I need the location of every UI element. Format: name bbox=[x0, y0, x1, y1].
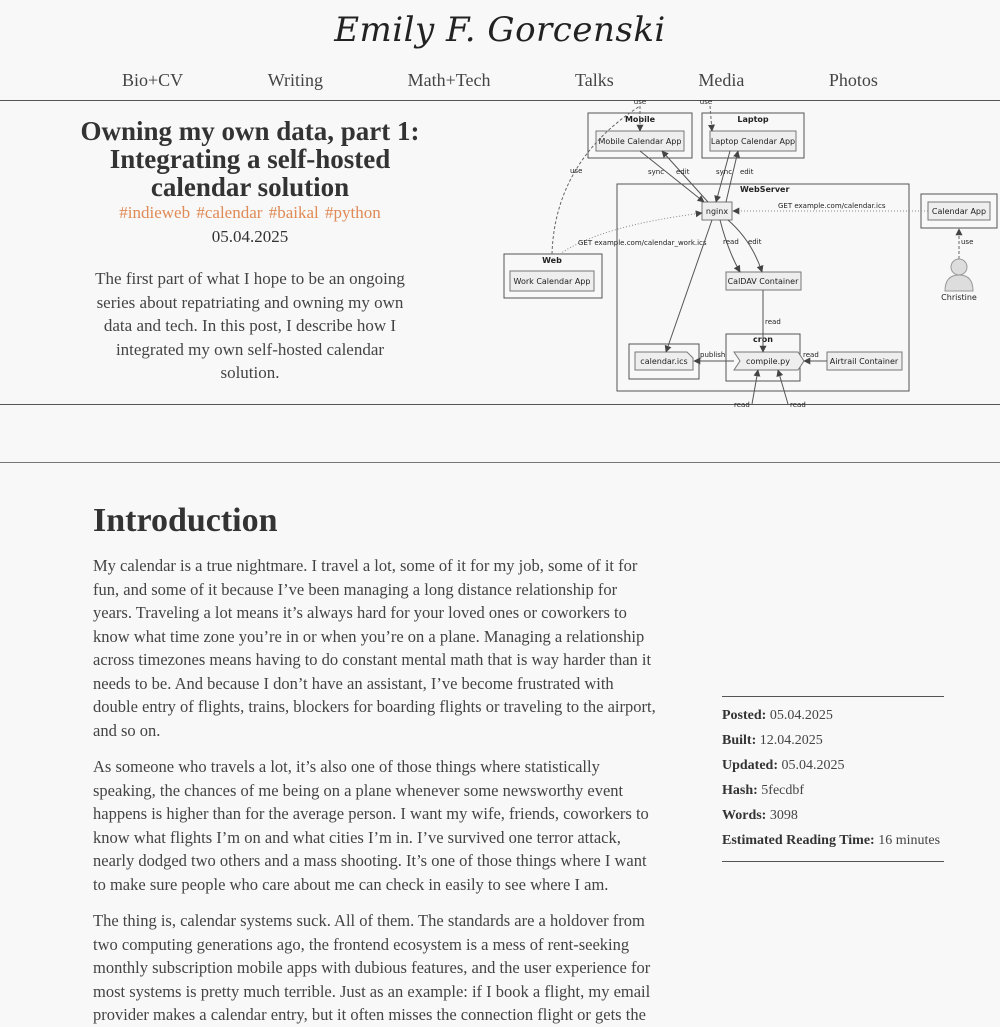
christine-label: Christine bbox=[941, 293, 977, 302]
cron-group-label: cron bbox=[753, 335, 773, 344]
calendar-app-label: Calendar App bbox=[931, 207, 987, 216]
meta-reading-label: Estimated Reading Time: bbox=[722, 833, 875, 848]
christine-actor-icon bbox=[945, 259, 973, 291]
webserver-group-label: WebServer bbox=[740, 185, 790, 194]
nginx-edit-label: edit bbox=[748, 238, 762, 246]
mobile-edit-label: edit bbox=[676, 168, 690, 176]
mobile-edit-edge bbox=[662, 151, 708, 202]
meta-reading-value: 16 minutes bbox=[878, 833, 941, 848]
bottom-read-edge-2 bbox=[778, 370, 788, 404]
nginx-read-label: read bbox=[723, 238, 739, 246]
caldav-read-label: read bbox=[765, 318, 781, 326]
tag-baikal[interactable]: #baikal bbox=[268, 203, 319, 222]
get-work-edge bbox=[560, 213, 702, 254]
christine-use-label: use bbox=[961, 238, 974, 246]
get-calendar-label: GET example.com/calendar.ics bbox=[778, 202, 886, 210]
meta-built-value: 12.04.2025 bbox=[759, 733, 823, 748]
web-use-label: use bbox=[570, 167, 583, 175]
post-date: 05.04.2025 bbox=[211, 227, 289, 246]
post-summary: The first part of what I hope to be an ongoing series about repatriating and owning my own data and tech. In this post, I describe how I integrated my own self-hosted calendar solution. bbox=[95, 269, 405, 382]
get-work-label: GET example.com/calendar_work.ics bbox=[578, 239, 707, 247]
meta-hash-label: Hash: bbox=[722, 783, 758, 798]
post-header bbox=[80, 101, 420, 385]
nginx-read-edge bbox=[720, 220, 740, 272]
airtrail-container-label: Airtrail Container bbox=[829, 357, 899, 366]
post-tags bbox=[80, 203, 420, 223]
nav-talks[interactable]: Talks bbox=[575, 70, 614, 90]
paragraph-1: My calendar is a true nightmare. I travel a lot, some of it for my job, some of it for fun, and some of it because I’ve been managing a long distance relationship for years. Traveling a lot means it’s always hard for your loved ones or coworkers to know what time zone you’re in or when you’re on a plane. Managing a relationship across timezones means having to do constant mental math that is way harder than it needs to be. And because I don’t have an assistant, I’ve become frustrated with double entry of flights, trains, blockers for boarding flights or traveling to the airport, and so on. bbox=[93, 556, 656, 740]
paragraph-3: The thing is, calendar systems suck. All of them. The standards are a holdover from two computing generations ago, the frontend ecosystem is a mess of rent-seeking monthly subscription mobile apps with dubious features, and the user experience for most systems is pretty much terrible. Just as an example: if I book a flight, my email provider makes a calendar entry, but it often misses the connection flight or gets the bbox=[93, 911, 651, 1024]
laptop-use-edge bbox=[710, 106, 712, 131]
meta-updated-label: Updated: bbox=[722, 758, 779, 773]
mobile-calendar-app-label: Mobile Calendar App bbox=[598, 137, 682, 146]
nav-math-tech[interactable]: Math+Tech bbox=[407, 70, 491, 90]
nav-media[interactable]: Media bbox=[698, 70, 745, 90]
site-title[interactable]: Emily F. Gorcenski bbox=[334, 10, 666, 50]
mobile-sync-label: sync bbox=[648, 168, 665, 176]
bottom-read-label-1: read bbox=[734, 401, 750, 409]
laptop-edit-label: edit bbox=[740, 168, 754, 176]
main-nav bbox=[122, 68, 878, 93]
section-divider bbox=[0, 462, 1000, 463]
bottom-read-edge-1 bbox=[752, 370, 758, 404]
tag-python[interactable]: #python bbox=[324, 203, 381, 222]
airtrail-read-label: read bbox=[803, 351, 819, 359]
compile-py-label: compile.py bbox=[746, 357, 790, 366]
nav-writing[interactable]: Writing bbox=[267, 70, 324, 90]
introduction-heading: Introduction bbox=[93, 502, 278, 539]
nav-photos[interactable]: Photos bbox=[828, 70, 878, 90]
meta-posted-value: 05.04.2025 bbox=[769, 708, 833, 723]
meta-hash-value: 5fecdbf bbox=[761, 783, 805, 798]
meta-words bbox=[722, 803, 944, 828]
laptop-calendar-app-label: Laptop Calendar App bbox=[710, 137, 796, 146]
tag-calendar[interactable]: #calendar bbox=[196, 203, 263, 222]
meta-built bbox=[722, 728, 944, 753]
work-calendar-app-label: Work Calendar App bbox=[513, 277, 591, 286]
meta-words-label: Words: bbox=[722, 808, 767, 823]
meta-words-value: 3098 bbox=[769, 808, 798, 823]
calendar-ics-label: calendar.ics bbox=[640, 357, 688, 366]
publish-label: publish bbox=[700, 351, 726, 359]
web-use-edge bbox=[552, 106, 640, 254]
mobile-use-label: use bbox=[633, 98, 647, 106]
nav-bio-cv[interactable]: Bio+CV bbox=[122, 70, 184, 90]
mobile-sync-edge bbox=[640, 151, 704, 202]
architecture-diagram bbox=[490, 98, 1000, 409]
meta-updated-value: 05.04.2025 bbox=[781, 758, 845, 773]
web-group-label: Web bbox=[542, 256, 562, 265]
post-hero bbox=[0, 98, 1000, 409]
meta-hash bbox=[722, 778, 944, 803]
meta-updated bbox=[722, 753, 944, 778]
meta-posted bbox=[722, 703, 944, 728]
laptop-use-label: use bbox=[699, 98, 713, 106]
caldav-container-label: CalDAV Container bbox=[727, 277, 799, 286]
bottom-read-label-2: read bbox=[790, 401, 806, 409]
mobile-group-label: Mobile bbox=[624, 115, 656, 124]
meta-built-label: Built: bbox=[722, 733, 757, 748]
post-title: Owning my own data, part 1: Integrating a self-hosted calendar solution bbox=[80, 116, 420, 202]
post-meta bbox=[722, 696, 944, 862]
meta-posted-label: Posted: bbox=[722, 708, 767, 723]
nginx-edit-edge bbox=[728, 220, 762, 272]
post-content bbox=[93, 500, 658, 1027]
meta-reading-time bbox=[722, 828, 944, 853]
paragraph-2: As someone who travels a lot, it’s also one of those things where statistically speaking, the chances of me being on a plane whenever some newsworthy event happens is higher than for the average person. I want my wife, friends, coworkers to know what flights I’m on and what cities I’m in. I’ve survived one terror attack, nearly dodged two others and a mass shooting. It’s one of those things where I want to make sure people who care about me can check in easily to see where I am. bbox=[93, 757, 649, 894]
nginx-label: nginx bbox=[705, 207, 729, 216]
laptop-group-label: Laptop bbox=[737, 115, 769, 124]
laptop-sync-label: sync bbox=[716, 168, 733, 176]
tag-indieweb[interactable]: #indieweb bbox=[119, 203, 191, 222]
